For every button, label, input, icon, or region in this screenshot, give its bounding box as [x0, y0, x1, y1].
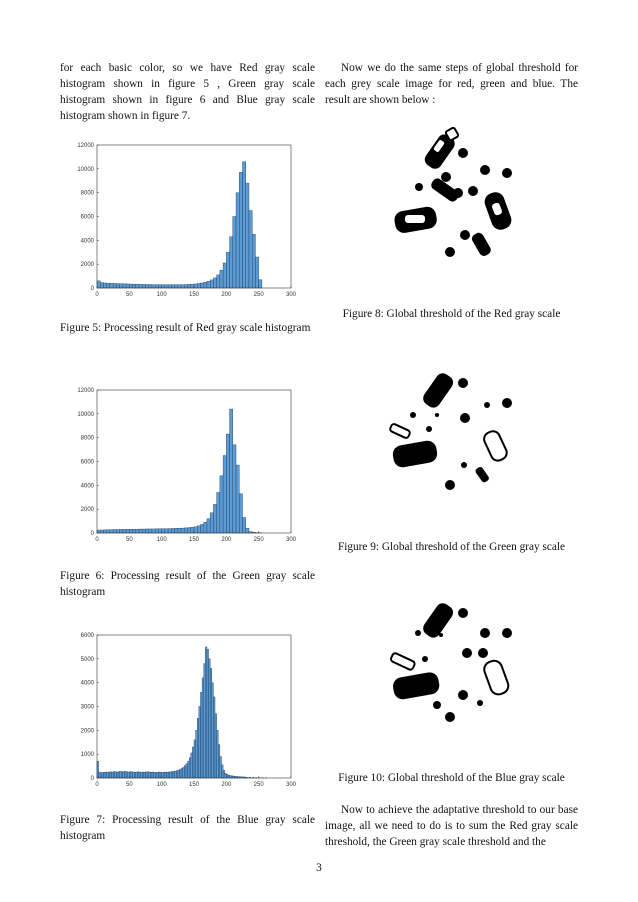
- histogram-bar: [207, 649, 209, 778]
- histogram-bar: [188, 284, 191, 288]
- histogram-bar: [213, 278, 216, 288]
- histogram-bar: [213, 504, 216, 533]
- histogram-bar: [181, 528, 184, 533]
- histogram-bar: [181, 285, 184, 288]
- x-tick-label: 250: [253, 782, 264, 788]
- histogram-bar: [168, 772, 170, 778]
- histogram-bar: [200, 692, 202, 778]
- histogram-bar: [146, 772, 148, 778]
- histogram-bar: [126, 284, 129, 288]
- threshold-image-blue: [385, 595, 520, 730]
- histogram-bar: [252, 234, 255, 288]
- histogram-bar: [97, 530, 100, 533]
- histogram-bar: [115, 772, 117, 778]
- y-tick-label: 8000: [80, 435, 94, 442]
- histogram-bar: [246, 183, 249, 288]
- histogram-bar: [194, 740, 196, 778]
- histogram-bar: [141, 772, 143, 778]
- histogram-bar: [107, 772, 109, 778]
- histogram-bar: [146, 529, 149, 533]
- fig8-caption: Figure 8: Global threshold of the Red gray scale: [342, 308, 561, 320]
- histogram-bar: [146, 285, 149, 288]
- histogram-bar: [107, 283, 110, 288]
- histogram-bar: [236, 465, 239, 533]
- histogram-bar: [129, 529, 132, 533]
- histogram-bar: [228, 775, 230, 778]
- histogram-bar: [113, 283, 116, 288]
- histogram-bar: [147, 772, 149, 778]
- histogram-bar: [171, 772, 173, 778]
- histogram-bar: [137, 772, 139, 778]
- x-tick-label: 0: [95, 782, 99, 788]
- histogram-bar: [126, 772, 128, 778]
- histogram-bar: [100, 530, 103, 533]
- x-tick-label: 150: [188, 292, 200, 298]
- histogram-bar: [171, 528, 174, 533]
- histogram-bar: [207, 519, 210, 533]
- x-tick-label: 200: [221, 782, 232, 788]
- histogram-bar: [121, 772, 123, 778]
- histogram-bar: [179, 769, 181, 778]
- histogram-bar: [103, 530, 106, 533]
- histogram-bar: [249, 211, 252, 288]
- histogram-bar: [124, 771, 126, 778]
- y-tick-label: 0: [90, 776, 94, 782]
- y-tick-label: 1000: [80, 752, 94, 759]
- histogram-bar: [194, 284, 197, 288]
- histogram-bar: [168, 285, 171, 288]
- x-tick-label: 300: [285, 537, 297, 543]
- y-tick-label: 10000: [77, 166, 94, 173]
- histogram-bar: [120, 771, 122, 778]
- histogram-bar: [118, 772, 120, 778]
- histogram-bar: [165, 529, 168, 533]
- histogram-bar: [155, 285, 158, 288]
- histogram-bar: [178, 528, 181, 533]
- histogram-bar: [110, 283, 113, 288]
- histogram-bar: [120, 529, 123, 533]
- y-tick-label: 2000: [80, 728, 94, 735]
- histogram-bar: [196, 730, 198, 778]
- x-tick-label: 250: [253, 537, 264, 543]
- x-tick-label: 300: [285, 292, 297, 298]
- histogram-bar: [259, 280, 262, 288]
- x-tick-label: 0: [95, 292, 99, 298]
- histogram-bar: [139, 529, 142, 533]
- histogram-bar: [220, 476, 223, 533]
- y-tick-label: 6000: [80, 459, 94, 466]
- histogram-bar: [142, 772, 144, 778]
- histogram-bar: [139, 284, 142, 288]
- histogram-bar: [178, 285, 181, 288]
- histogram-bar: [217, 730, 219, 778]
- histogram-bar: [221, 765, 223, 778]
- histogram-bar: [165, 772, 167, 778]
- histogram-bar: [133, 529, 136, 533]
- histogram-bar: [144, 772, 146, 778]
- histogram-bar: [123, 284, 126, 288]
- histogram-bar: [217, 492, 220, 533]
- histogram-bar: [212, 683, 214, 778]
- histogram-bar: [200, 283, 203, 288]
- histogram-bar: [170, 772, 172, 778]
- histogram-bar: [191, 753, 193, 778]
- histogram-bar: [209, 659, 211, 778]
- histogram-bar: [217, 275, 220, 288]
- fig7-caption: Figure 7: Processing result of the Blue gray scale histogram: [60, 814, 315, 842]
- histogram-bar: [243, 162, 246, 288]
- histogram-bar: [102, 773, 104, 778]
- histogram-bar: [220, 757, 222, 778]
- x-tick-label: 250: [253, 292, 264, 298]
- histogram-bar: [175, 528, 178, 533]
- histogram-bar: [233, 217, 236, 289]
- histogram-bar: [157, 772, 159, 778]
- histogram-bar: [120, 284, 123, 288]
- histogram-bar: [116, 530, 119, 533]
- histogram-bar: [231, 776, 233, 778]
- histogram-bar: [239, 172, 242, 288]
- histogram-bar: [230, 409, 233, 533]
- histogram-green-chart: [65, 385, 295, 545]
- histogram-red-chart: [65, 140, 295, 300]
- histogram-bar: [184, 285, 187, 288]
- histogram-bar: [175, 285, 178, 288]
- histogram-bar: [188, 528, 191, 533]
- histogram-bar: [105, 772, 107, 778]
- histogram-bar: [184, 528, 187, 533]
- histogram-bar: [243, 518, 246, 533]
- y-tick-label: 5000: [80, 656, 94, 663]
- histogram-bar: [173, 771, 175, 778]
- histogram-bar: [167, 772, 169, 778]
- histogram-bar: [171, 285, 174, 288]
- histogram-bar: [230, 776, 232, 778]
- y-tick-label: 2000: [80, 507, 94, 514]
- histogram-bar: [233, 445, 236, 533]
- histogram-bar: [134, 772, 136, 778]
- histogram-bar: [226, 252, 229, 288]
- histogram-bar: [139, 772, 141, 778]
- histogram-bar: [204, 282, 207, 288]
- x-tick-label: 150: [188, 782, 200, 788]
- fig5-caption: Figure 5: Processing result of Red gray scale histogram: [60, 322, 311, 334]
- histogram-bar: [152, 285, 155, 288]
- y-tick-label: 3000: [80, 704, 94, 711]
- histogram-bar: [210, 513, 213, 533]
- histogram-bar: [223, 263, 226, 288]
- histogram-bar: [116, 284, 119, 288]
- histogram-bar: [223, 456, 226, 533]
- histogram-bar: [255, 257, 258, 288]
- histogram-bar: [158, 285, 161, 288]
- histogram-bar: [133, 772, 135, 778]
- histogram-bar: [181, 768, 183, 778]
- histogram-bar: [123, 772, 125, 778]
- histogram-bar: [149, 529, 152, 533]
- histogram-bar: [155, 529, 158, 533]
- right-outro-paragraph: Now to achieve the adaptative threshold to our base image, all we need to do is to sum the Red gray scale threshold, the Green gray scale threshold and the: [325, 804, 578, 848]
- histogram-bar: [113, 772, 115, 778]
- x-tick-label: 0: [95, 537, 99, 543]
- histogram-bar: [215, 714, 217, 778]
- y-tick-label: 4000: [80, 680, 94, 687]
- y-tick-label: 6000: [80, 633, 94, 639]
- y-tick-label: 0: [90, 531, 94, 537]
- x-tick-label: 200: [221, 537, 232, 543]
- histogram-bar: [176, 771, 178, 778]
- histogram-bar: [129, 284, 132, 288]
- histogram-bar: [199, 707, 201, 779]
- x-tick-label: 150: [188, 537, 200, 543]
- histogram-bar: [207, 281, 210, 288]
- histogram-bar: [163, 772, 165, 778]
- histogram-bar: [103, 283, 106, 288]
- histogram-bar: [126, 529, 129, 533]
- left-intro-paragraph: for each basic color, so we have Red gray scale histogram shown in figure 5 , Green gray scale histogram shown in figure 6 and Blue gray scale histogram shown in figure 7.: [60, 62, 315, 122]
- histogram-bar: [131, 772, 133, 778]
- histogram-bar: [246, 528, 249, 533]
- histogram-bar: [155, 773, 157, 778]
- histogram-bar: [213, 697, 215, 778]
- histogram-bar: [184, 766, 186, 778]
- plot-frame: [97, 145, 291, 288]
- histogram-bar: [204, 664, 206, 778]
- histogram-bar: [136, 284, 139, 288]
- x-tick-label: 100: [156, 537, 167, 543]
- page-number: 3: [316, 862, 322, 874]
- histogram-bar: [189, 758, 191, 778]
- histogram-bar: [162, 285, 165, 288]
- histogram-bar: [152, 529, 155, 533]
- histogram-bar: [113, 530, 116, 533]
- histogram-bar: [200, 524, 203, 533]
- histogram-bar: [197, 283, 200, 288]
- y-tick-label: 4000: [80, 238, 94, 245]
- histogram-bar: [97, 281, 100, 288]
- y-tick-label: 4000: [80, 483, 94, 490]
- histogram-bar: [142, 529, 145, 533]
- y-tick-label: 8000: [80, 190, 94, 197]
- fig6-caption: Figure 6: Processing result of the Green gray scale histogram: [60, 570, 315, 598]
- right-intro-paragraph: Now we do the same steps of global threshold for each grey scale image for red, green and blue. The result are shown below :: [325, 62, 578, 106]
- histogram-bar: [116, 772, 118, 778]
- histogram-bar: [149, 285, 152, 288]
- histogram-bar: [230, 237, 233, 288]
- x-tick-label: 50: [125, 782, 133, 788]
- histogram-bar: [108, 772, 110, 778]
- histogram-bar: [191, 284, 194, 288]
- fig9-caption: Figure 9: Global threshold of the Green gray scale: [337, 541, 566, 553]
- histogram-bar: [100, 773, 102, 778]
- histogram-bar: [168, 529, 171, 533]
- histogram-bar: [110, 530, 113, 533]
- histogram-bar: [197, 526, 200, 533]
- histogram-bar: [239, 494, 242, 533]
- histogram-bar: [210, 280, 213, 288]
- histogram-bar: [205, 647, 207, 778]
- histogram-bar: [197, 718, 199, 778]
- histogram-bar: [100, 283, 103, 288]
- histogram-bar: [158, 529, 161, 533]
- histogram-bar: [210, 668, 212, 778]
- histogram-bar: [202, 678, 204, 778]
- y-tick-label: 6000: [80, 214, 94, 221]
- histogram-bar: [136, 772, 138, 778]
- histogram-bar: [165, 285, 168, 288]
- histogram-bar: [236, 193, 239, 288]
- histogram-bar: [149, 772, 151, 778]
- histogram-bar: [110, 772, 112, 778]
- histogram-bar: [204, 522, 207, 533]
- histogram-bar: [218, 745, 220, 778]
- histogram-bar: [191, 527, 194, 533]
- histogram-bar: [188, 761, 190, 778]
- histogram-bar: [178, 770, 180, 778]
- histogram-bar: [192, 747, 194, 778]
- histogram-bar: [226, 434, 229, 533]
- histogram-bar: [223, 770, 225, 778]
- histogram-bar: [162, 529, 165, 533]
- histogram-bar: [103, 772, 105, 778]
- plot-frame: [97, 390, 291, 533]
- y-tick-label: 0: [90, 286, 94, 292]
- histogram-bar: [154, 772, 156, 778]
- histogram-blue-chart: [65, 630, 295, 790]
- x-tick-label: 50: [125, 537, 133, 543]
- threshold-image-red: [385, 125, 520, 260]
- x-tick-label: 200: [221, 292, 232, 298]
- histogram-bar: [136, 529, 139, 533]
- histogram-bar: [186, 764, 188, 778]
- histogram-bar: [99, 772, 101, 778]
- histogram-bar: [194, 527, 197, 533]
- y-tick-label: 12000: [77, 388, 94, 394]
- histogram-bar: [220, 270, 223, 288]
- x-tick-label: 100: [156, 782, 167, 788]
- histogram-bar: [175, 771, 177, 778]
- histogram-bar: [123, 529, 126, 533]
- x-tick-label: 300: [285, 782, 297, 788]
- histogram-bar: [150, 772, 152, 778]
- fig10-caption: Figure 10: Global threshold of the Blue gray scale: [338, 772, 565, 784]
- y-tick-label: 2000: [80, 262, 94, 269]
- histogram-bar: [183, 767, 185, 778]
- y-tick-label: 10000: [77, 411, 94, 418]
- histogram-bar: [152, 772, 154, 778]
- y-tick-label: 12000: [77, 143, 94, 149]
- x-tick-label: 100: [156, 292, 167, 298]
- histogram-bar: [158, 772, 160, 778]
- histogram-bar: [133, 284, 136, 288]
- histogram-bar: [107, 530, 110, 533]
- x-tick-label: 50: [125, 292, 133, 298]
- histogram-bar: [142, 284, 145, 288]
- threshold-image-green: [385, 365, 520, 500]
- histogram-bar: [112, 772, 114, 778]
